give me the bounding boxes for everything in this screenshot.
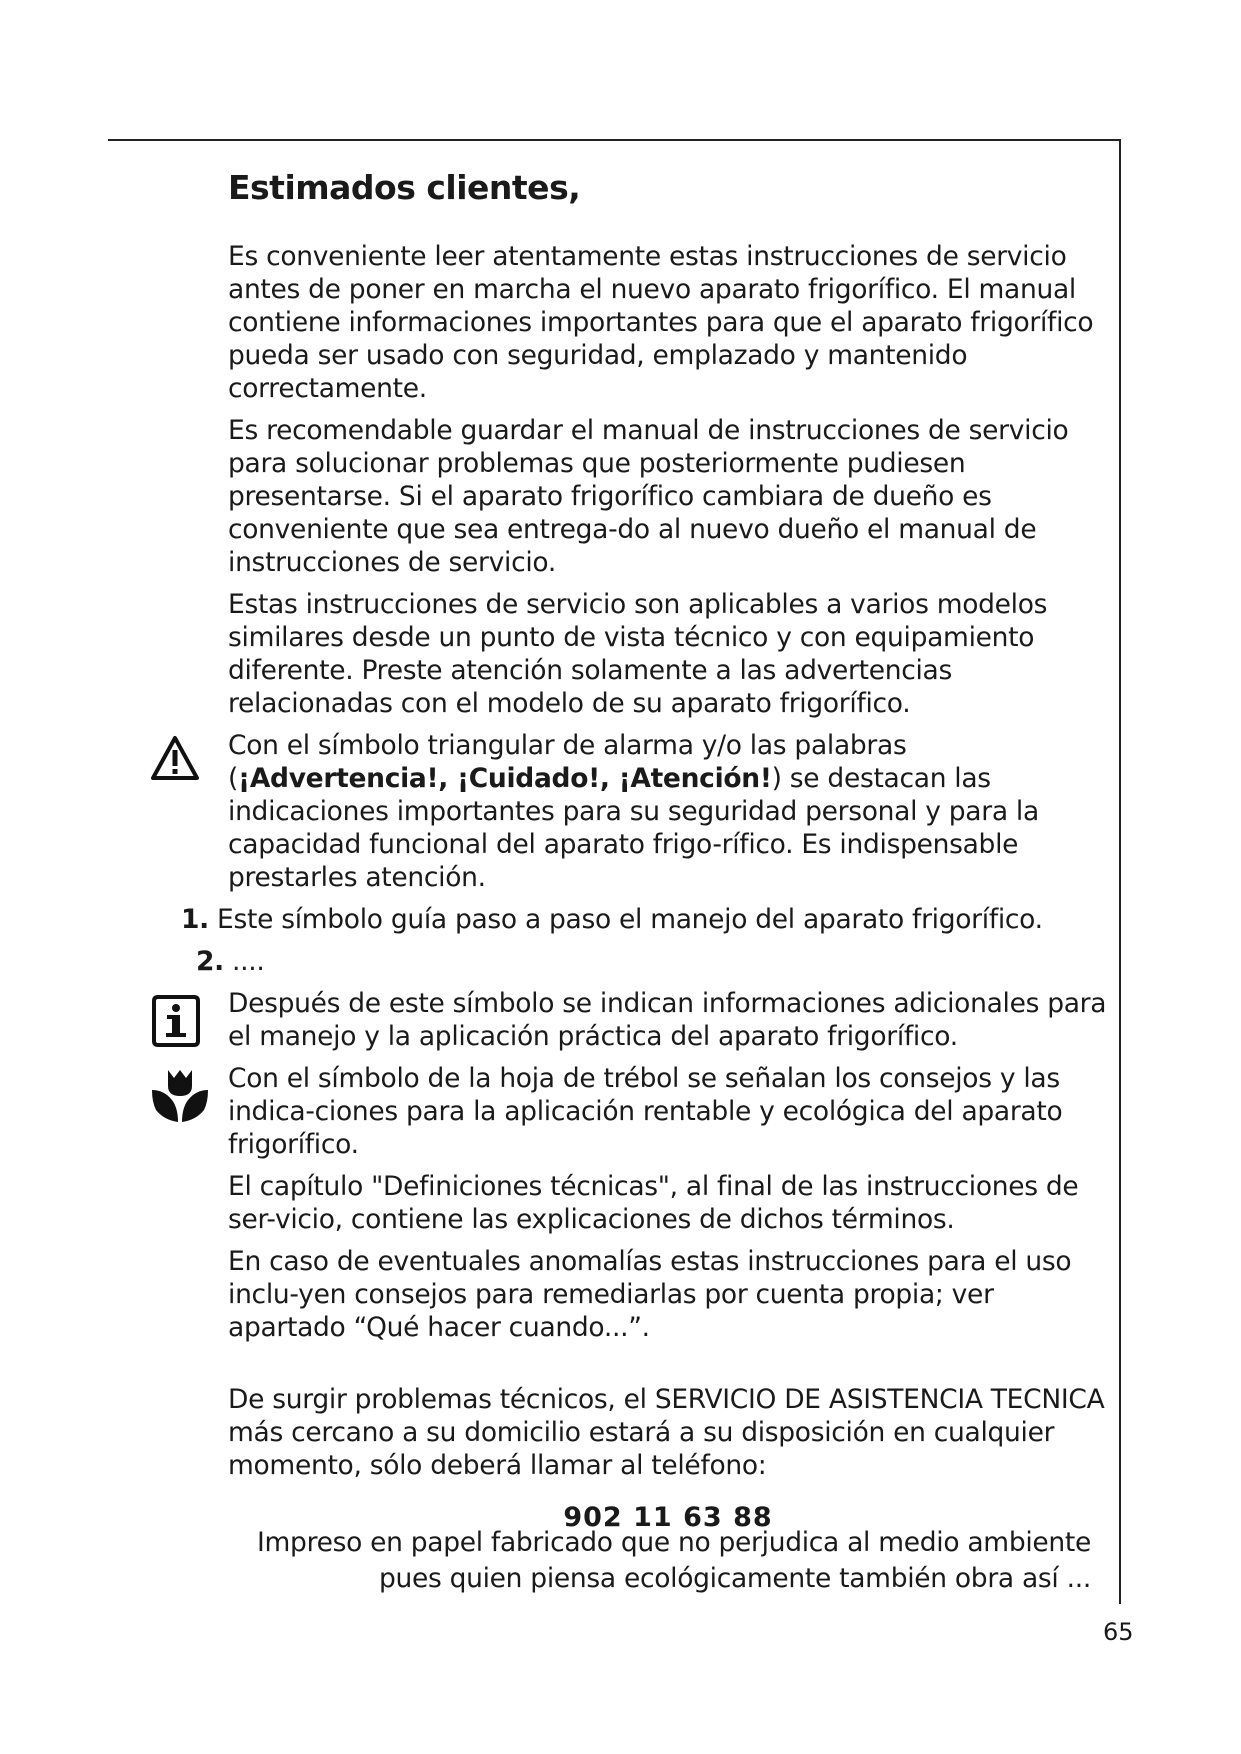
right-rule bbox=[1119, 139, 1121, 1604]
eco-block bbox=[228, 1062, 1108, 1161]
eco-paper-note-line-1: Impreso en papel fabricado que no perjudica al medio ambiente bbox=[257, 1527, 1091, 1558]
warning-text-post: ) se destacan las indicaciones importantes para su seguridad personal y para la capacidad funcional del aparato frigo-rífico. Es indispensable prestarles atención. bbox=[228, 763, 1039, 893]
eco-text: Con el símbolo de la hoja de trébol se señalan los consejos y las indica-ciones para la aplicación rentable y ecológica del aparato frigorífico. bbox=[228, 1063, 1063, 1160]
paragraph-anomalies: En caso de eventuales anomalías estas instrucciones para el uso inclu-yen consejos para remediarlas por cuenta propia; ver apartado “Qué hacer cuando...”. bbox=[228, 1246, 1072, 1343]
main-content bbox=[181, 160, 1108, 1533]
page-number: 65 bbox=[1103, 1618, 1134, 1646]
eco-paper-note-line-2: pues quien piensa ecológicamente también obra así ... bbox=[378, 1563, 1091, 1594]
step-2-number: 2. bbox=[196, 946, 224, 977]
service-phone-number: 902 11 63 88 bbox=[563, 1502, 773, 1533]
warning-keywords: ¡Advertencia!, ¡Cuidado!, ¡Atención! bbox=[238, 763, 772, 794]
paragraph-intro: Es conveniente leer atentamente estas instrucciones de servicio antes de poner en marcha el nuevo aparato frigorífico. El manual contiene informaciones importantes para que el aparato frigorífico pueda ser usado con seguridad, emplazado y mantenido correctamente. bbox=[228, 241, 1094, 404]
spacer bbox=[228, 1353, 1108, 1383]
paragraph-definitions: El capítulo "Definiciones técnicas", al final de las instrucciones de ser-vicio, contiene las explicaciones de dichos términos. bbox=[228, 1171, 1079, 1235]
clover-leaf-icon bbox=[150, 1068, 210, 1128]
top-rule bbox=[108, 139, 1120, 141]
step-1-number: 1. bbox=[181, 904, 209, 935]
info-block bbox=[228, 987, 1108, 1053]
step-2-text: .... bbox=[232, 946, 265, 977]
paragraph-models: Estas instrucciones de servicio son aplicables a varios modelos similares desde un punto de vista técnico y con equipamiento diferente. Preste atención solamente a las advertencias relacionadas con el modelo de su aparato frigorífico. bbox=[228, 589, 1048, 719]
step-2 bbox=[196, 945, 1108, 978]
info-icon bbox=[150, 993, 202, 1053]
paragraph-keep-manual: Es recomendable guardar el manual de instrucciones de servicio para solucionar problemas que posteriormente pudiesen presentarse. Si el aparato frigorífico cambiara de dueño es conveniente que sea entrega-do al nuevo dueño el manual de instrucciones de servicio. bbox=[228, 415, 1069, 578]
step-1 bbox=[181, 903, 1108, 936]
page-title: Estimados clientes, bbox=[228, 168, 581, 207]
warning-block bbox=[228, 729, 1108, 894]
step-1-text: Este símbolo guía paso a paso el manejo del aparato frigorífico. bbox=[217, 904, 1043, 935]
info-text: Después de este símbolo se indican informaciones adicionales para el manejo y la aplicación práctica del aparato frigorífico. bbox=[228, 988, 1107, 1052]
warning-triangle-icon bbox=[150, 735, 200, 785]
eco-paper-note bbox=[257, 1525, 1091, 1597]
warning-text bbox=[228, 729, 1108, 894]
paragraph-service: De surgir problemas técnicos, el SERVICIO DE ASISTENCIA TECNICA más cercano a su domicilio estará a su disposición en cualquier momento, sólo deberá llamar al teléfono: bbox=[228, 1384, 1105, 1481]
warning-text-pre: Con el símbolo triangular de alarma y/o las palabras ( bbox=[228, 730, 907, 794]
